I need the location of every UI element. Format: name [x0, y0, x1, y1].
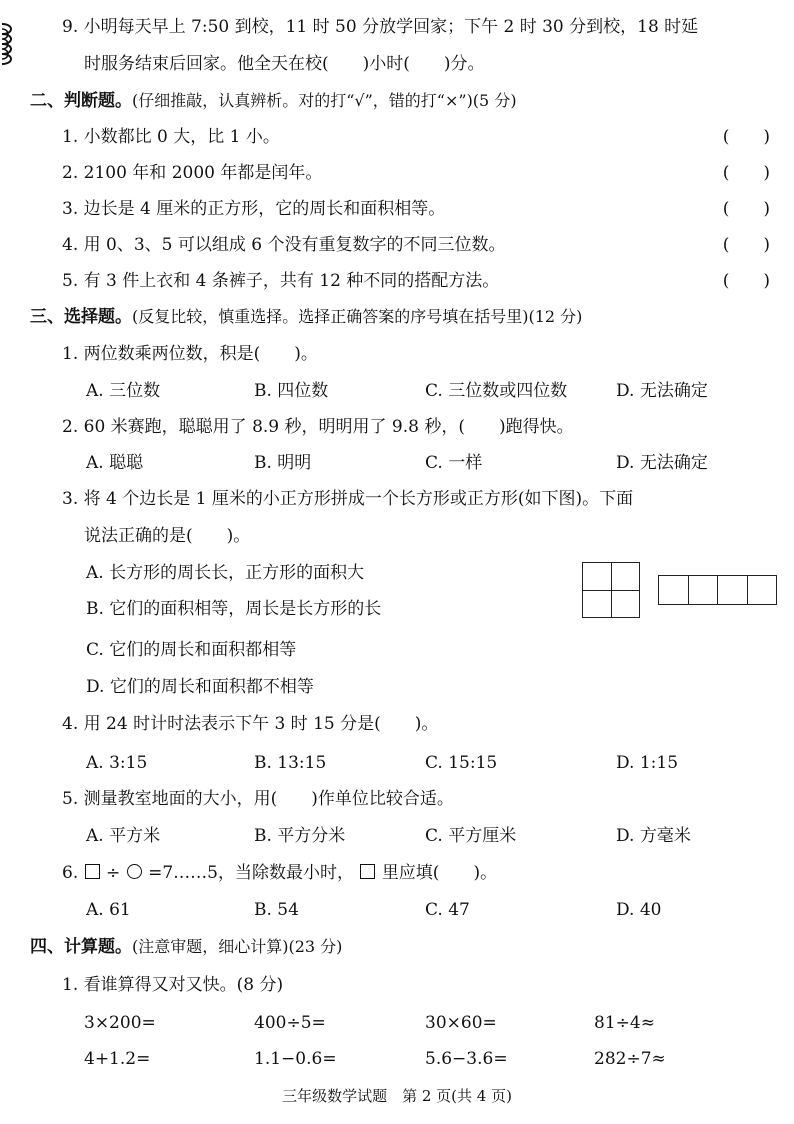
judge-item-1: 1. 小数都比 0 大，比 1 小。	[62, 127, 280, 147]
choice-q1-stem: 1. 两位数乘两位数，积是( )。	[62, 344, 318, 364]
choice-q2-option-d[interactable]: D. 无法确定	[616, 453, 708, 473]
choice-q3-stem-line1: 3. 将 4 个边长是 1 厘米的小正方形拼成一个长方形或正方形(如下图)。下面	[62, 489, 634, 509]
calc-q1-title: 1. 看谁算得又对又快。(8 分)	[62, 975, 284, 995]
choice-q6-option-d[interactable]: D. 40	[616, 900, 662, 920]
rectangle-figure	[658, 575, 777, 605]
choice-q6-tail2: 里应填( )。	[381, 863, 498, 883]
small-square	[747, 575, 777, 605]
calc-problem[interactable]: 3×200=	[84, 1013, 156, 1033]
choice-q5-option-d[interactable]: D. 方毫米	[616, 826, 691, 846]
choice-q4-stem: 4. 用 24 时计时法表示下午 3 时 15 分是( )。	[62, 714, 439, 734]
choice-q3-stem-line2: 说法正确的是( )。	[84, 526, 251, 546]
choice-q1-option-b[interactable]: B. 四位数	[254, 381, 329, 401]
judge-answer-paren-4[interactable]: ( )	[722, 235, 770, 255]
section3-title	[30, 306, 582, 328]
calc-problem[interactable]: 1.1−0.6=	[254, 1049, 337, 1069]
choice-q2-option-a[interactable]: A. 聪聪	[86, 453, 144, 473]
calc-problem[interactable]: 282÷7≈	[594, 1049, 666, 1069]
small-square	[658, 575, 689, 605]
q9-line1: 9. 小明每天早上 7:50 到校，11 时 50 分放学回家；下午 2 时 30 分到校，18 时延	[62, 17, 699, 37]
section3-note: (反复比较，慎重选择。选择正确答案的序号填在括号里)(12 分)	[132, 307, 583, 326]
section4-title	[30, 936, 342, 958]
judge-item-5: 5. 有 3 件上衣和 4 条裤子，共有 12 种不同的搭配方法。	[62, 271, 500, 291]
small-square	[717, 575, 748, 605]
choice-q4-option-c[interactable]: C. 15:15	[425, 753, 498, 773]
section4-heading: 四、计算题。	[30, 937, 132, 957]
page-footer: 三年级数学试题 第 2 页(共 4 页)	[282, 1087, 512, 1105]
choice-q3-option-c[interactable]: C. 它们的周长和面积都相等	[86, 640, 297, 660]
choice-q6-option-c[interactable]: C. 47	[425, 900, 470, 920]
choice-q6-option-a[interactable]: A. 61	[86, 900, 131, 920]
q9-line2: 时服务结束后回家。他全天在校( )小时( )分。	[84, 54, 485, 74]
choice-q5-option-a[interactable]: A. 平方米	[86, 826, 161, 846]
choice-q1-option-c[interactable]: C. 三位数或四位数	[425, 381, 568, 401]
calc-problem[interactable]: 400÷5=	[254, 1013, 326, 1033]
choice-q1-option-a[interactable]: A. 三位数	[86, 381, 161, 401]
choice-q6-option-b[interactable]: B. 54	[254, 900, 299, 920]
choice-q6-number: 6.	[62, 863, 79, 883]
section2-heading: 二、判断题。	[30, 91, 132, 111]
choice-q3-option-b[interactable]: B. 它们的面积相等，周长是长方形的长	[86, 599, 382, 619]
calc-problem[interactable]: 81÷4≈	[594, 1013, 655, 1033]
small-square	[582, 590, 612, 618]
choice-q5-option-c[interactable]: C. 平方厘米	[425, 826, 517, 846]
section2-title	[30, 90, 517, 112]
choice-q4-option-d[interactable]: D. 1:15	[616, 753, 679, 773]
choice-q1-option-d[interactable]: D. 无法确定	[616, 381, 708, 401]
small-square	[688, 575, 718, 605]
section3-heading: 三、选择题。	[30, 307, 132, 327]
calc-problem[interactable]: 4+1.2=	[84, 1049, 151, 1069]
blank-square-icon	[360, 864, 375, 879]
choice-q4-option-b[interactable]: B. 13:15	[254, 753, 327, 773]
choice-q6-tail1: =7……5，当除数最小时，	[148, 863, 354, 883]
choice-q6-stem	[62, 862, 497, 884]
choice-q2-option-b[interactable]: B. 明明	[254, 453, 312, 473]
square-figure	[582, 562, 640, 618]
section4-note: (注意审题，细心计算)(23 分)	[132, 937, 343, 956]
small-square	[611, 590, 640, 618]
blank-circle-icon	[127, 864, 142, 879]
judge-item-3: 3. 边长是 4 厘米的正方形，它的周长和面积相等。	[62, 199, 446, 219]
judge-answer-paren-1[interactable]: ( )	[722, 127, 770, 147]
judge-item-2: 2. 2100 年和 2000 年都是闰年。	[62, 163, 323, 183]
choice-q2-stem: 2. 60 米赛跑，聪聪用了 8.9 秒，明明用了 9.8 秒，( )跑得快。	[62, 417, 574, 437]
small-square	[611, 562, 640, 591]
choice-q4-option-a[interactable]: A. 3:15	[86, 753, 148, 773]
judge-answer-paren-5[interactable]: ( )	[722, 271, 770, 291]
blank-square-icon	[85, 864, 100, 879]
choice-q3-option-a[interactable]: A. 长方形的周长长，正方形的面积大	[86, 563, 365, 583]
binding-spiral-icon	[0, 20, 22, 68]
choice-q2-option-c[interactable]: C. 一样	[425, 453, 483, 473]
section2-note: (仔细推敲，认真辨析。对的打“√”，错的打“×”)(5 分)	[132, 91, 517, 110]
choice-q3-option-d[interactable]: D. 它们的周长和面积都不相等	[86, 677, 314, 697]
calc-problem[interactable]: 30×60=	[425, 1013, 497, 1033]
judge-item-4: 4. 用 0、3、5 可以组成 6 个没有重复数字的不同三位数。	[62, 235, 506, 255]
small-square	[582, 562, 612, 591]
choice-q5-option-b[interactable]: B. 平方分米	[254, 826, 346, 846]
calc-problem[interactable]: 5.6−3.6=	[425, 1049, 508, 1069]
judge-answer-paren-3[interactable]: ( )	[722, 199, 770, 219]
choice-q5-stem: 5. 测量教室地面的大小，用( )作单位比较合适。	[62, 789, 454, 809]
judge-answer-paren-2[interactable]: ( )	[722, 163, 770, 183]
choice-q6-divide-sign: ÷	[106, 863, 121, 883]
